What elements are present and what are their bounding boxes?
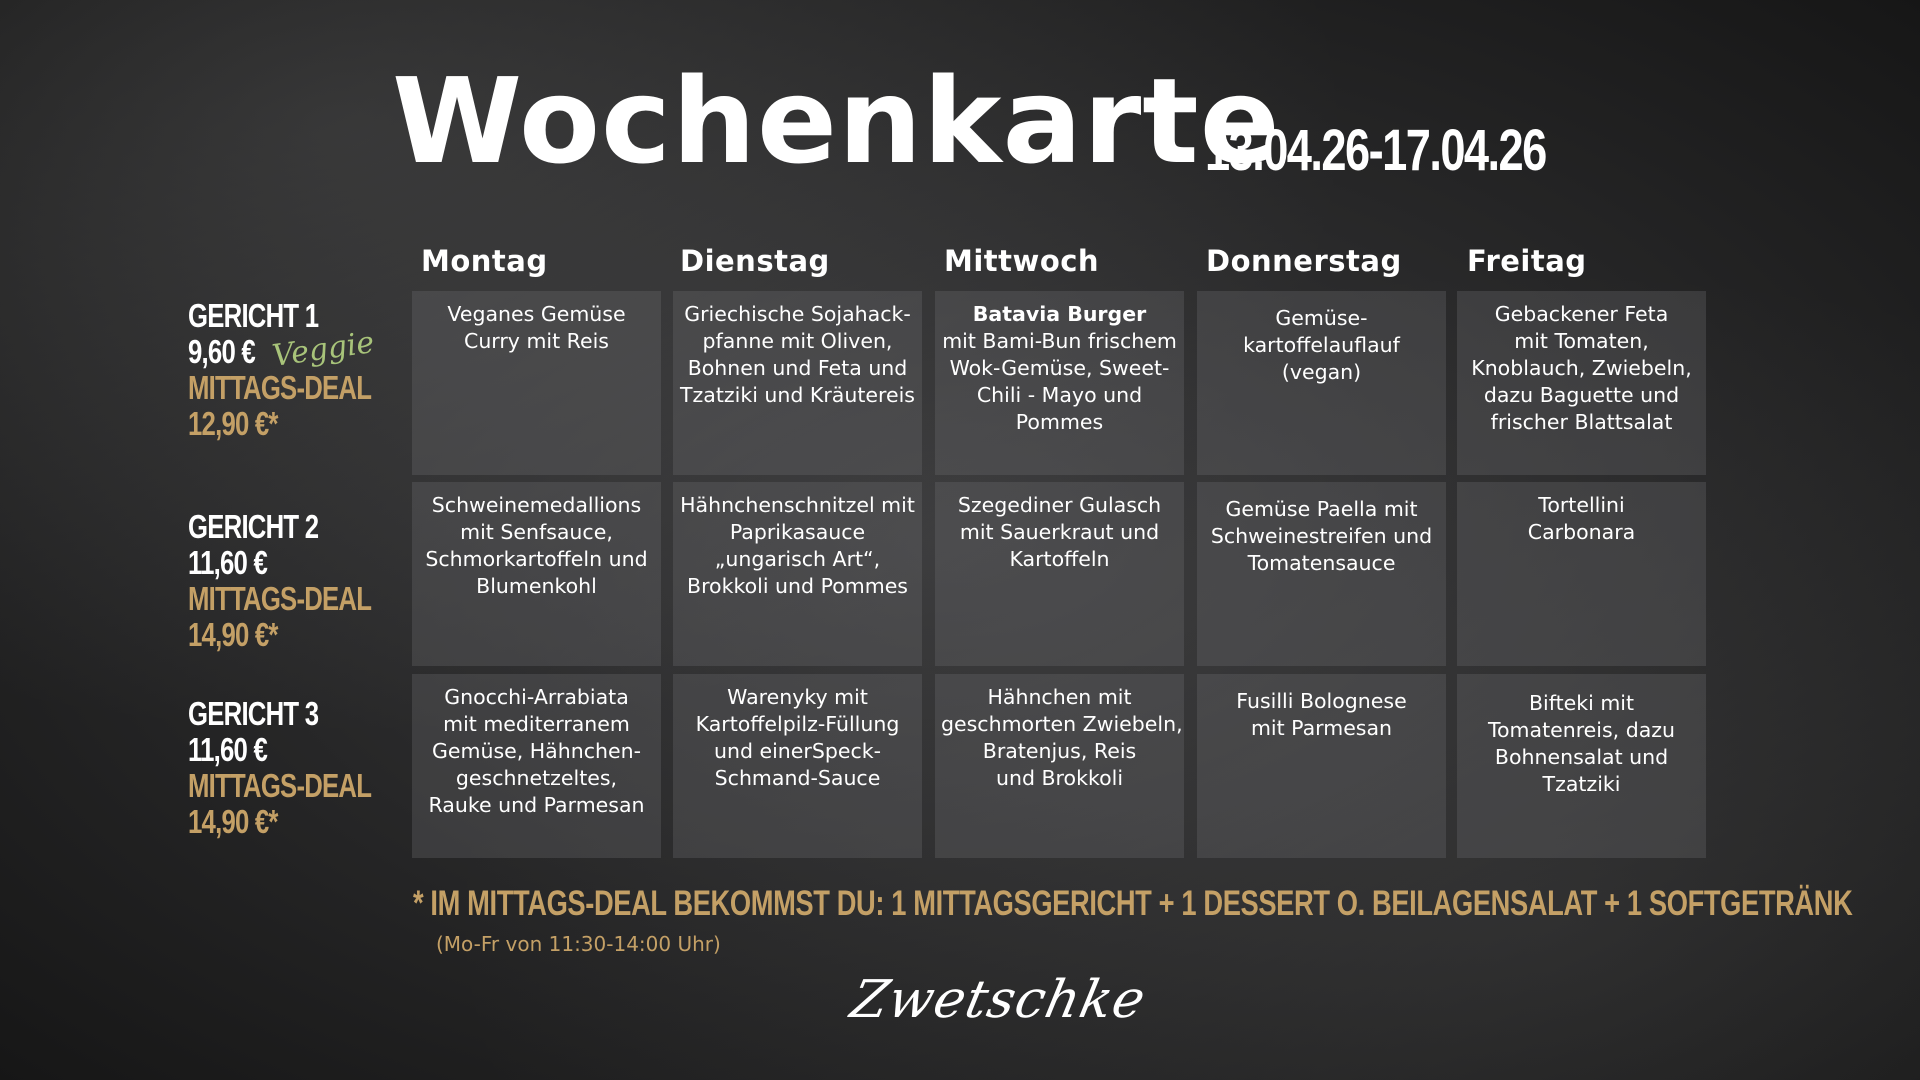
deal-footnote: * IM MITTAGS-DEAL BEKOMMST DU: 1 MITTAGSGERICHT + 1 DESSERT O. BEILAGENSALAT + 1 SOFTGETRÄNK — [413, 884, 1853, 923]
menu-cell-line: kartoffelauflauf — [1243, 333, 1400, 357]
menu-cell-dish1-wednesday — [935, 291, 1184, 475]
menu-cell-line: Bifteki mit — [1528, 691, 1635, 715]
day-header-monday: Montag — [421, 244, 548, 278]
menu-cell-line: Bohnensalat und — [1494, 745, 1669, 769]
dish-name: GERICHT 3 — [188, 695, 319, 732]
dish-name: GERICHT 2 — [188, 508, 319, 545]
menu-cell-line: Szegediner Gulasch — [957, 493, 1162, 517]
dish-name: GERICHT 1 — [188, 297, 319, 334]
menu-cell-dish3-monday — [412, 674, 661, 858]
menu-cell-line: Knoblauch, Zwiebeln, — [1471, 356, 1692, 380]
menu-cell-line: Schmorkartoffeln und — [425, 547, 648, 571]
menu-cell-line: mit Tomaten, — [1514, 329, 1649, 353]
menu-cell-dish3-tuesday — [673, 674, 922, 858]
menu-cell-line: Kartoffeln — [1009, 547, 1110, 571]
dish-deal-price: 14,90 €* — [188, 616, 278, 653]
dish-deal-price: 12,90 €* — [188, 405, 278, 442]
day-header-friday: Freitag — [1467, 244, 1587, 278]
menu-cell-dish1-tuesday — [673, 291, 922, 475]
menu-cell-dish1-thursday — [1197, 291, 1446, 475]
menu-cell-line: Gemüse, Hähnchen- — [431, 739, 641, 763]
menu-cell-line: Tomatenreis, dazu — [1487, 718, 1676, 742]
menu-cell-line: Brokkoli und Pommes — [687, 574, 908, 598]
menu-cell-line: Griechische Sojahack- — [684, 302, 911, 326]
date-range: 13.04.26-17.04.26 — [1205, 118, 1546, 183]
dish-price: 9,60 € — [188, 333, 255, 370]
dish-price: 11,60 € — [188, 731, 267, 768]
menu-cell-line: und einerSpeck- — [713, 739, 882, 763]
menu-cell-line: Warenyky mit — [727, 685, 868, 709]
menu-cell-line: Hähnchenschnitzel mit — [680, 493, 915, 517]
menu-cell-line: Gemüse Paella mit — [1225, 497, 1418, 521]
menu-cell-line: dazu Baguette und — [1483, 383, 1680, 407]
menu-cell-dish2-wednesday — [935, 482, 1184, 666]
menu-cell-line: mit Parmesan — [1250, 716, 1393, 740]
menu-cell-dish2-monday — [412, 482, 661, 666]
menu-cell-dish1-monday — [412, 291, 661, 475]
menu-cell-dish2-tuesday — [673, 482, 922, 666]
menu-cell-line: Pommes — [1015, 410, 1104, 434]
menu-cell-line: Bohnen und Feta und — [687, 356, 908, 380]
menu-cell-line: und Brokkoli — [995, 766, 1124, 790]
dish-price: 11,60 € — [188, 544, 267, 581]
menu-cell-line: mit mediterranem — [443, 712, 630, 736]
menu-cell-dish2-friday — [1457, 482, 1706, 666]
menu-cell-line: geschnetzeltes, — [455, 766, 618, 790]
menu-cell-line: Tzatziki — [1542, 772, 1621, 796]
menu-cell-line: Wok-Gemüse, Sweet- — [949, 356, 1170, 380]
menu-cell-line: Curry mit Reis — [464, 329, 609, 353]
menu-cell-line: Batavia Burger — [972, 302, 1147, 326]
menu-cell-line: Carbonara — [1527, 520, 1636, 544]
dish-deal-label: MITTAGS-DEAL — [188, 580, 372, 617]
dish-deal-label: MITTAGS-DEAL — [188, 767, 372, 804]
menu-cell-line: Bratenjus, Reis — [982, 739, 1137, 763]
menu-cell-dish1-friday — [1457, 291, 1706, 475]
menu-cell-line: Tortellini — [1538, 493, 1625, 517]
deal-time-note: (Mo-Fr von 11:30-14:00 Uhr) — [436, 932, 721, 956]
brand-logo: Zwetschke — [845, 970, 1152, 1030]
menu-cell-line: mit Senfsauce, — [460, 520, 613, 544]
menu-cell-dish3-thursday — [1197, 674, 1446, 858]
page-title: Wochenkarte — [392, 52, 1281, 190]
menu-cell-line: Hähnchen mit — [987, 685, 1132, 709]
menu-cell-line: Gebackener Feta — [1494, 302, 1669, 326]
dish-label-2 — [188, 509, 371, 653]
menu-cell-line: Paprikasauce — [729, 520, 866, 544]
dish-deal-price: 14,90 €* — [188, 803, 278, 840]
menu-cell-line: Gnocchi-Arrabiata — [444, 685, 629, 709]
menu-cell-line: mit Bami-Bun frischem — [942, 329, 1177, 353]
day-header-wednesday: Mittwoch — [944, 244, 1100, 278]
veggie-tag: Veggie — [270, 325, 377, 374]
menu-cell-line: pfanne mit Oliven, — [702, 329, 893, 353]
menu-cell-line: Kartoffelpilz-Füllung — [695, 712, 900, 736]
menu-cell-line: frischer Blattsalat — [1490, 410, 1673, 434]
dish-deal-label: MITTAGS-DEAL — [188, 369, 372, 406]
menu-cell-line: Schweinestreifen und — [1210, 524, 1433, 548]
menu-cell-line: (vegan) — [1281, 360, 1362, 384]
menu-cell-line: Chili - Mayo und — [976, 383, 1143, 407]
menu-cell-line: Schweinemedallions — [431, 493, 642, 517]
menu-cell-line: Gemüse- — [1275, 306, 1368, 330]
menu-cell-dish2-thursday — [1197, 482, 1446, 666]
menu-cell-dish3-wednesday — [935, 674, 1184, 858]
menu-cell-line: Tzatziki und Kräutereis — [680, 383, 915, 407]
day-header-thursday: Donnerstag — [1206, 244, 1402, 278]
menu-cell-line: Rauke und Parmesan — [428, 793, 645, 817]
menu-cell-line: Tomatensauce — [1247, 551, 1396, 575]
dish-label-3 — [188, 696, 371, 840]
menu-cell-line: Schmand-Sauce — [714, 766, 881, 790]
day-header-tuesday: Dienstag — [680, 244, 830, 278]
menu-cell-line: geschmorten Zwiebeln, — [941, 712, 1183, 736]
menu-cell-line: Veganes Gemüse — [447, 302, 626, 326]
menu-cell-line: mit Sauerkraut und — [959, 520, 1160, 544]
menu-cell-line: „ungarisch Art“, — [714, 547, 881, 571]
menu-cell-dish3-friday — [1457, 674, 1706, 858]
menu-cell-line: Fusilli Bolognese — [1236, 689, 1407, 713]
menu-cell-line: Blumenkohl — [476, 574, 597, 598]
